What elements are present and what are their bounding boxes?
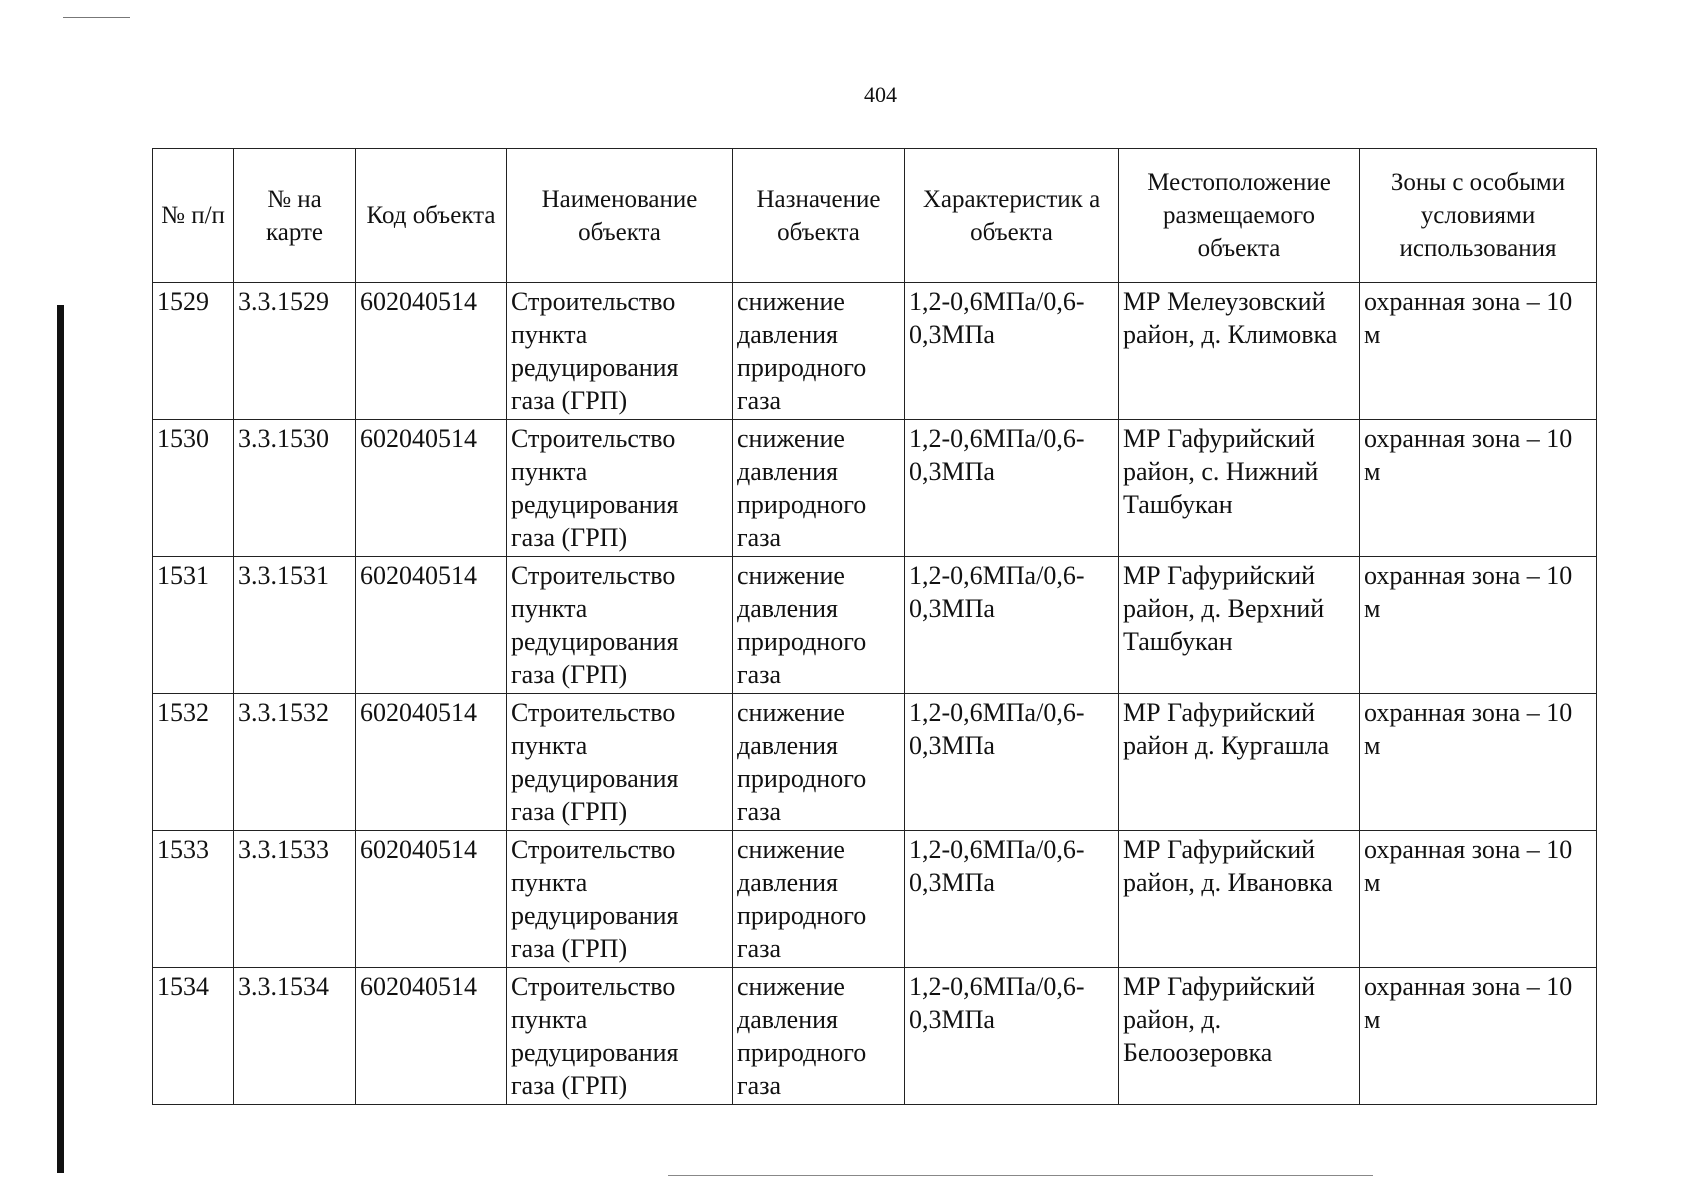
cell-col-object-name: Строительство пункта редуцирования газа (ГРП) [507,831,733,968]
cell-col-object-code: 602040514 [356,283,507,420]
scan-artifact-line [63,17,130,18]
cell-col-number: 1534 [153,968,234,1105]
cell-col-number: 1532 [153,694,234,831]
cell-col-number: 1533 [153,831,234,968]
objects-table [152,148,1597,1105]
table-row [153,694,1597,831]
table-row [153,557,1597,694]
cell-col-map-number: 3.3.1534 [234,968,356,1105]
table-row [153,283,1597,420]
header-col-characteristics: Характеристик а объекта [905,149,1119,283]
cell-col-number: 1529 [153,283,234,420]
cell-col-map-number: 3.3.1531 [234,557,356,694]
cell-col-characteristics: 1,2-0,6МПа/0,6-0,3МПа [905,283,1119,420]
table-row [153,968,1597,1105]
cell-col-purpose: снижение давления природного газа [733,420,905,557]
cell-col-map-number: 3.3.1530 [234,420,356,557]
cell-col-object-code: 602040514 [356,420,507,557]
cell-col-map-number: 3.3.1533 [234,831,356,968]
cell-col-location: МР Гафурийский район, д. Верхний Ташбукан [1119,557,1360,694]
cell-col-purpose: снижение давления природного газа [733,694,905,831]
header-col-object-name: Наименование объекта [507,149,733,283]
header-col-location: Местоположение размещаемого объекта [1119,149,1360,283]
page-number: 404 [864,82,897,107]
cell-col-object-code: 602040514 [356,694,507,831]
cell-col-number: 1531 [153,557,234,694]
cell-col-object-name: Строительство пункта редуцирования газа (ГРП) [507,694,733,831]
cell-col-characteristics: 1,2-0,6МПа/0,6-0,3МПа [905,831,1119,968]
cell-col-location: МР Гафурийский район, с. Нижний Ташбукан [1119,420,1360,557]
cell-col-object-code: 602040514 [356,557,507,694]
cell-col-characteristics: 1,2-0,6МПа/0,6-0,3МПа [905,420,1119,557]
table-header-row [153,149,1597,283]
cell-col-map-number: 3.3.1532 [234,694,356,831]
cell-col-characteristics: 1,2-0,6МПа/0,6-0,3МПа [905,557,1119,694]
cell-col-location: МР Гафурийский район д. Кургашла [1119,694,1360,831]
cell-col-object-name: Строительство пункта редуцирования газа (ГРП) [507,557,733,694]
header-col-object-code: Код объекта [356,149,507,283]
header-col-purpose: Назначение объекта [733,149,905,283]
cell-col-purpose: снижение давления природного газа [733,557,905,694]
cell-col-special-zones: охранная зона – 10 м [1360,694,1597,831]
cell-col-object-name: Строительство пункта редуцирования газа (ГРП) [507,420,733,557]
cell-col-purpose: снижение давления природного газа [733,831,905,968]
cell-col-object-name: Строительство пункта редуцирования газа (ГРП) [507,283,733,420]
cell-col-special-zones: охранная зона – 10 м [1360,968,1597,1105]
cell-col-object-code: 602040514 [356,968,507,1105]
scan-artifact-line [668,1175,1373,1176]
cell-col-purpose: снижение давления природного газа [733,968,905,1105]
cell-col-characteristics: 1,2-0,6МПа/0,6-0,3МПа [905,968,1119,1105]
cell-col-number: 1530 [153,420,234,557]
table-row [153,831,1597,968]
scan-binding-edge [57,305,64,1173]
cell-col-characteristics: 1,2-0,6МПа/0,6-0,3МПа [905,694,1119,831]
cell-col-object-name: Строительство пункта редуцирования газа (ГРП) [507,968,733,1105]
cell-col-object-code: 602040514 [356,831,507,968]
header-col-map-number: № на карте [234,149,356,283]
cell-col-special-zones: охранная зона – 10 м [1360,283,1597,420]
cell-col-special-zones: охранная зона – 10 м [1360,420,1597,557]
cell-col-purpose: снижение давления природного газа [733,283,905,420]
cell-col-location: МР Гафурийский район, д. Белоозеровка [1119,968,1360,1105]
cell-col-map-number: 3.3.1529 [234,283,356,420]
cell-col-special-zones: охранная зона – 10 м [1360,831,1597,968]
header-col-number: № п/п [153,149,234,283]
cell-col-special-zones: охранная зона – 10 м [1360,557,1597,694]
cell-col-location: МР Гафурийский район, д. Ивановка [1119,831,1360,968]
table-row [153,420,1597,557]
cell-col-location: МР Мелеузовский район, д. Климовка [1119,283,1360,420]
header-col-special-zones: Зоны с особыми условиями использования [1360,149,1597,283]
